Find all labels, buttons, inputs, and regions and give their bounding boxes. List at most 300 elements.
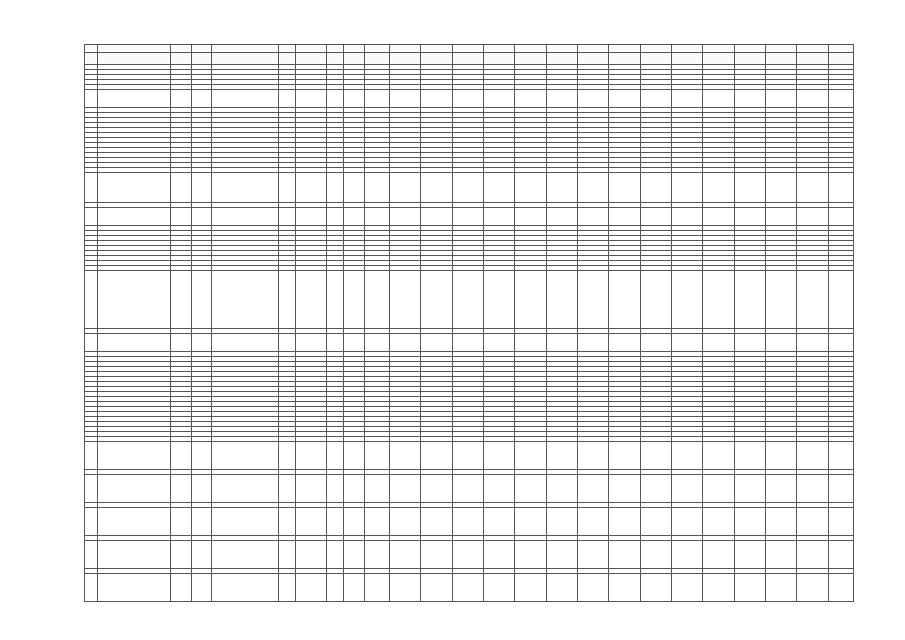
table-cell <box>640 208 671 226</box>
table-cell <box>212 574 279 602</box>
table-cell <box>390 574 421 602</box>
table-cell <box>344 475 365 503</box>
table-cell <box>515 508 546 536</box>
table-cell <box>421 574 452 602</box>
table-cell <box>734 442 765 470</box>
table-cell <box>672 208 703 226</box>
table-cell <box>212 508 279 536</box>
table-cell <box>421 45 452 53</box>
table-cell <box>212 541 279 569</box>
table-cell <box>327 173 344 203</box>
table-cell <box>212 208 279 226</box>
table-cell <box>327 508 344 536</box>
table-cell <box>390 475 421 503</box>
table-cell <box>797 45 828 53</box>
table-cell <box>364 271 389 329</box>
table-cell <box>734 574 765 602</box>
table-cell <box>484 334 515 352</box>
table-cell <box>390 508 421 536</box>
table-cell <box>828 574 853 602</box>
table-cell <box>452 208 483 226</box>
table-cell <box>640 574 671 602</box>
table-cell <box>170 541 191 569</box>
table-cell <box>327 475 344 503</box>
table-cell <box>364 508 389 536</box>
table-cell <box>296 271 327 329</box>
table-cell <box>578 173 609 203</box>
table-cell <box>672 442 703 470</box>
table-row <box>85 173 854 203</box>
table-cell <box>828 475 853 503</box>
table-cell <box>279 508 296 536</box>
table-cell <box>484 574 515 602</box>
table-cell <box>797 334 828 352</box>
table-cell <box>97 173 170 203</box>
table-cell <box>344 442 365 470</box>
table-cell <box>797 442 828 470</box>
table-cell <box>609 53 640 65</box>
table-cell <box>672 334 703 352</box>
table-cell <box>797 508 828 536</box>
table-cell <box>390 90 421 108</box>
table-cell <box>703 475 734 503</box>
table-cell <box>672 541 703 569</box>
table-cell <box>364 334 389 352</box>
table-cell <box>364 442 389 470</box>
table-cell <box>170 334 191 352</box>
table-cell <box>85 271 98 329</box>
table-cell <box>296 173 327 203</box>
table-cell <box>609 90 640 108</box>
table-cell <box>170 208 191 226</box>
table-cell <box>421 90 452 108</box>
table-cell <box>364 574 389 602</box>
table-cell <box>279 53 296 65</box>
table-cell <box>452 541 483 569</box>
table-cell <box>452 271 483 329</box>
table-cell <box>327 271 344 329</box>
table-cell <box>421 334 452 352</box>
table-cell <box>640 508 671 536</box>
table-cell <box>828 90 853 108</box>
table-cell <box>484 271 515 329</box>
table-cell <box>344 53 365 65</box>
table-cell <box>191 45 212 53</box>
table-cell <box>546 45 577 53</box>
table-cell <box>546 475 577 503</box>
table-cell <box>766 271 797 329</box>
table-cell <box>85 334 98 352</box>
table-cell <box>515 45 546 53</box>
table-cell <box>672 53 703 65</box>
table-cell <box>484 475 515 503</box>
table-cell <box>170 53 191 65</box>
table-cell <box>344 508 365 536</box>
table-cell <box>279 208 296 226</box>
table-cell <box>364 475 389 503</box>
table-cell <box>452 45 483 53</box>
table-cell <box>97 508 170 536</box>
table-cell <box>515 90 546 108</box>
table-cell <box>279 271 296 329</box>
table-cell <box>97 475 170 503</box>
table-cell <box>484 541 515 569</box>
table-cell <box>452 442 483 470</box>
table-cell <box>640 334 671 352</box>
table-cell <box>766 475 797 503</box>
table-row <box>85 574 854 602</box>
table-cell <box>212 45 279 53</box>
table-cell <box>578 475 609 503</box>
table-cell <box>191 53 212 65</box>
table-cell <box>484 90 515 108</box>
table-cell <box>546 53 577 65</box>
table-cell <box>734 45 765 53</box>
page-number <box>480 24 496 29</box>
table-cell <box>452 53 483 65</box>
table-cell <box>452 334 483 352</box>
table-cell <box>578 508 609 536</box>
table-cell <box>85 541 98 569</box>
table-cell <box>734 90 765 108</box>
table-cell <box>170 173 191 203</box>
table-cell <box>546 508 577 536</box>
table-cell <box>279 574 296 602</box>
table-cell <box>212 90 279 108</box>
table-cell <box>421 53 452 65</box>
table-cell <box>578 574 609 602</box>
table-cell <box>327 45 344 53</box>
table-cell <box>766 541 797 569</box>
table-cell <box>828 208 853 226</box>
table-cell <box>85 208 98 226</box>
table-cell <box>97 208 170 226</box>
table-cell <box>191 508 212 536</box>
table-cell <box>609 574 640 602</box>
table-cell <box>828 442 853 470</box>
table-cell <box>672 508 703 536</box>
table-cell <box>296 442 327 470</box>
table-cell <box>734 334 765 352</box>
table-cell <box>672 271 703 329</box>
header-row <box>85 45 854 53</box>
table-cell <box>515 208 546 226</box>
table-cell <box>797 475 828 503</box>
table-cell <box>170 508 191 536</box>
table-cell <box>546 90 577 108</box>
table-cell <box>191 173 212 203</box>
table-cell <box>734 208 765 226</box>
table-cell <box>191 574 212 602</box>
table-cell <box>364 53 389 65</box>
table-cell <box>279 334 296 352</box>
table-cell <box>766 442 797 470</box>
table-cell <box>515 442 546 470</box>
table-cell <box>279 90 296 108</box>
table-cell <box>279 541 296 569</box>
table-cell <box>797 208 828 226</box>
table-cell <box>296 541 327 569</box>
table-cell <box>327 442 344 470</box>
table-cell <box>640 173 671 203</box>
table-cell <box>212 442 279 470</box>
table-cell <box>97 53 170 65</box>
table-cell <box>546 442 577 470</box>
table-cell <box>609 208 640 226</box>
table-cell <box>578 45 609 53</box>
table-cell <box>364 90 389 108</box>
table-cell <box>640 442 671 470</box>
table-cell <box>609 45 640 53</box>
table-cell <box>609 475 640 503</box>
table-cell <box>672 173 703 203</box>
table-cell <box>364 541 389 569</box>
table-cell <box>344 208 365 226</box>
table-cell <box>296 208 327 226</box>
table-cell <box>390 173 421 203</box>
table-cell <box>672 45 703 53</box>
table-cell <box>546 334 577 352</box>
table-cell <box>766 90 797 108</box>
table-cell <box>672 90 703 108</box>
table-cell <box>191 334 212 352</box>
table-cell <box>828 508 853 536</box>
table-cell <box>191 442 212 470</box>
table-cell <box>296 475 327 503</box>
table-cell <box>484 508 515 536</box>
table-row <box>85 475 854 503</box>
table-cell <box>97 442 170 470</box>
table-cell <box>515 541 546 569</box>
table-cell <box>212 173 279 203</box>
table-cell <box>390 442 421 470</box>
table-cell <box>170 45 191 53</box>
table-cell <box>85 475 98 503</box>
table-cell <box>484 208 515 226</box>
table-cell <box>609 508 640 536</box>
table-cell <box>734 475 765 503</box>
table-cell <box>766 508 797 536</box>
table-cell <box>421 173 452 203</box>
table-row <box>85 508 854 536</box>
table-cell <box>191 208 212 226</box>
table-cell <box>703 90 734 108</box>
table-cell <box>766 334 797 352</box>
table-cell <box>703 45 734 53</box>
table-cell <box>327 574 344 602</box>
table-cell <box>85 442 98 470</box>
table-cell <box>578 334 609 352</box>
table-cell <box>797 53 828 65</box>
table-cell <box>344 541 365 569</box>
table-cell <box>85 90 98 108</box>
table-cell <box>296 90 327 108</box>
table-row <box>85 334 854 352</box>
table-cell <box>546 574 577 602</box>
table-cell <box>734 508 765 536</box>
table-cell <box>578 541 609 569</box>
table-cell <box>609 173 640 203</box>
table-cell <box>640 541 671 569</box>
table-cell <box>212 334 279 352</box>
table-cell <box>364 208 389 226</box>
table-row <box>85 90 854 108</box>
table-cell <box>640 475 671 503</box>
table-cell <box>390 541 421 569</box>
table-cell <box>97 45 170 53</box>
table-cell <box>734 173 765 203</box>
table-cell <box>85 574 98 602</box>
table-cell <box>212 271 279 329</box>
table-cell <box>546 208 577 226</box>
table-cell <box>85 173 98 203</box>
table-cell <box>515 173 546 203</box>
table-cell <box>296 45 327 53</box>
table-cell <box>640 271 671 329</box>
table-cell <box>421 208 452 226</box>
table-cell <box>344 574 365 602</box>
table-cell <box>452 574 483 602</box>
table-cell <box>97 271 170 329</box>
table-cell <box>766 45 797 53</box>
table-cell <box>578 208 609 226</box>
table-cell <box>797 271 828 329</box>
table-cell <box>703 271 734 329</box>
table-cell <box>797 574 828 602</box>
table-cell <box>703 53 734 65</box>
table-cell <box>364 45 389 53</box>
table-cell <box>191 90 212 108</box>
table-cell <box>703 541 734 569</box>
table-cell <box>640 53 671 65</box>
table-cell <box>609 442 640 470</box>
table-cell <box>390 45 421 53</box>
table-cell <box>578 90 609 108</box>
table-cell <box>296 53 327 65</box>
table-cell <box>546 173 577 203</box>
table-cell <box>170 442 191 470</box>
table-cell <box>515 475 546 503</box>
table-cell <box>296 574 327 602</box>
table-cell <box>578 53 609 65</box>
table-cell <box>797 173 828 203</box>
table-cell <box>828 271 853 329</box>
table-cell <box>279 45 296 53</box>
table-cell <box>484 442 515 470</box>
table-cell <box>390 208 421 226</box>
table-cell <box>191 475 212 503</box>
table-cell <box>327 208 344 226</box>
table-cell <box>390 53 421 65</box>
table-cell <box>279 173 296 203</box>
table-cell <box>515 334 546 352</box>
table-cell <box>797 90 828 108</box>
table-cell <box>279 475 296 503</box>
table-cell <box>797 541 828 569</box>
table-row <box>85 541 854 569</box>
table-cell <box>191 541 212 569</box>
table-cell <box>85 508 98 536</box>
table-cell <box>327 90 344 108</box>
table-cell <box>734 53 765 65</box>
table-cell <box>703 574 734 602</box>
table-cell <box>703 508 734 536</box>
table-cell <box>452 475 483 503</box>
table-cell <box>766 53 797 65</box>
table-cell <box>452 173 483 203</box>
table-cell <box>703 442 734 470</box>
table-cell <box>296 334 327 352</box>
table-cell <box>766 574 797 602</box>
table-cell <box>828 334 853 352</box>
table-cell <box>828 173 853 203</box>
table-cell <box>421 271 452 329</box>
table-cell <box>170 90 191 108</box>
table-cell <box>170 475 191 503</box>
indicator-table <box>84 44 854 602</box>
table-cell <box>609 541 640 569</box>
table-cell <box>170 574 191 602</box>
table-cell <box>421 442 452 470</box>
table-cell <box>828 45 853 53</box>
table-cell <box>640 45 671 53</box>
table-cell <box>344 173 365 203</box>
table-cell <box>578 271 609 329</box>
table-cell <box>344 271 365 329</box>
table-cell <box>546 271 577 329</box>
table-cell <box>421 541 452 569</box>
table-cell <box>546 541 577 569</box>
table-cell <box>296 508 327 536</box>
table-cell <box>344 45 365 53</box>
table-row <box>85 442 854 470</box>
table-cell <box>766 208 797 226</box>
table-cell <box>578 442 609 470</box>
table-cell <box>484 173 515 203</box>
table-cell <box>452 90 483 108</box>
table-cell <box>703 334 734 352</box>
table-cell <box>85 53 98 65</box>
table-cell <box>97 541 170 569</box>
table-cell <box>828 541 853 569</box>
table-cell <box>327 53 344 65</box>
table-cell <box>672 574 703 602</box>
table-cell <box>484 45 515 53</box>
table-cell <box>390 334 421 352</box>
table-cell <box>452 508 483 536</box>
table-cell <box>609 334 640 352</box>
table-cell <box>327 334 344 352</box>
table-cell <box>515 271 546 329</box>
table-cell <box>390 271 421 329</box>
table-cell <box>672 475 703 503</box>
table-cell <box>703 173 734 203</box>
table-cell <box>212 53 279 65</box>
table-cell <box>97 90 170 108</box>
table-cell <box>703 208 734 226</box>
table-cell <box>279 442 296 470</box>
table-cell <box>484 53 515 65</box>
table-cell <box>734 271 765 329</box>
table-row <box>85 208 854 226</box>
table-cell <box>85 45 98 53</box>
table-cell <box>364 173 389 203</box>
table-cell <box>170 271 191 329</box>
table-row <box>85 271 854 329</box>
table-cell <box>191 271 212 329</box>
header-row <box>85 53 854 65</box>
table-cell <box>515 53 546 65</box>
